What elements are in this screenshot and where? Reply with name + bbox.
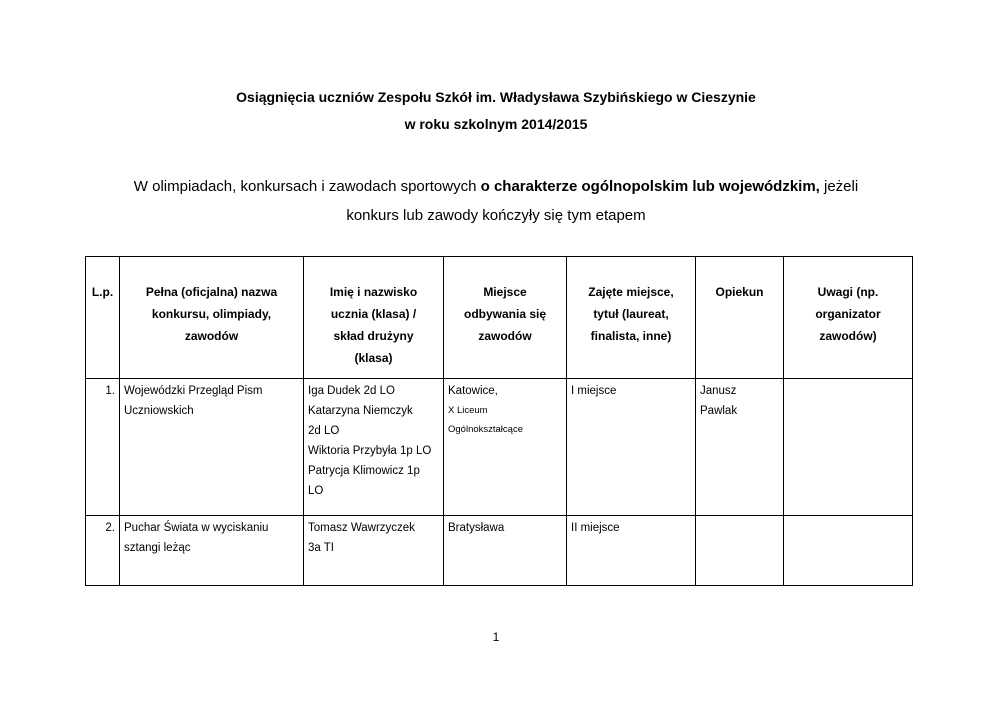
header-result: Zajęte miejsce, tytuł (laureat, finalista, inne) (567, 257, 696, 379)
page-number: 1 (492, 630, 500, 644)
intro-line-1 (0, 176, 992, 197)
document-title-line-1: Osiągnięcia uczniów Zespołu Szkół im. Władysława Szybińskiego w Cieszynie (236, 89, 756, 105)
cell-tutor: Janusz Pawlak (696, 379, 784, 516)
intro-bold-text: o charakterze ogólnopolskim lub wojewódzkim, (480, 178, 820, 195)
header-notes: Uwagi (np. organizator zawodów) (784, 257, 913, 379)
header-tutor: Opiekun (696, 257, 784, 379)
header-student-name: Imię i nazwisko ucznia (klasa) / skład drużyny (klasa) (304, 257, 444, 379)
cell-lp: 2. (86, 516, 120, 586)
cell-students: Iga Dudek 2d LO Katarzyna Niemczyk 2d LO Wiktoria Przybyła 1p LO Patrycja Klimowicz 1p LO (304, 379, 444, 516)
cell-result: I miejsce (567, 379, 696, 516)
cell-competition-name: Puchar Świata w wyciskaniu sztangi leżąc (120, 516, 304, 586)
table-row (86, 516, 913, 586)
cell-lp: 1. (86, 379, 120, 516)
cell-venue: Bratysława (444, 516, 567, 586)
cell-venue: Katowice, X Liceum Ogólnokształcące (444, 379, 567, 516)
table-header-row (86, 257, 913, 379)
header-lp: L.p. (86, 257, 120, 379)
cell-tutor (696, 516, 784, 586)
achievements-table (85, 256, 913, 586)
cell-notes (784, 379, 913, 516)
cell-notes (784, 516, 913, 586)
intro-text-1: W olimpiadach, konkursach i zawodach sportowych (133, 178, 481, 195)
table-row (86, 379, 913, 516)
cell-result: II miejsce (567, 516, 696, 586)
header-venue: Miejsce odbywania się zawodów (444, 257, 567, 379)
intro-line-2: konkurs lub zawody kończyły się tym etapem (346, 207, 646, 224)
intro-text-2: jeżeli (819, 178, 859, 195)
cell-students: Tomasz Wawrzyczek 3a TI (304, 516, 444, 586)
cell-competition-name: Wojewódzki Przegląd Pism Uczniowskich (120, 379, 304, 516)
header-competition-name: Pełna (oficjalna) nazwa konkursu, olimpiady, zawodów (120, 257, 304, 379)
document-title-line-2: w roku szkolnym 2014/2015 (404, 116, 588, 132)
